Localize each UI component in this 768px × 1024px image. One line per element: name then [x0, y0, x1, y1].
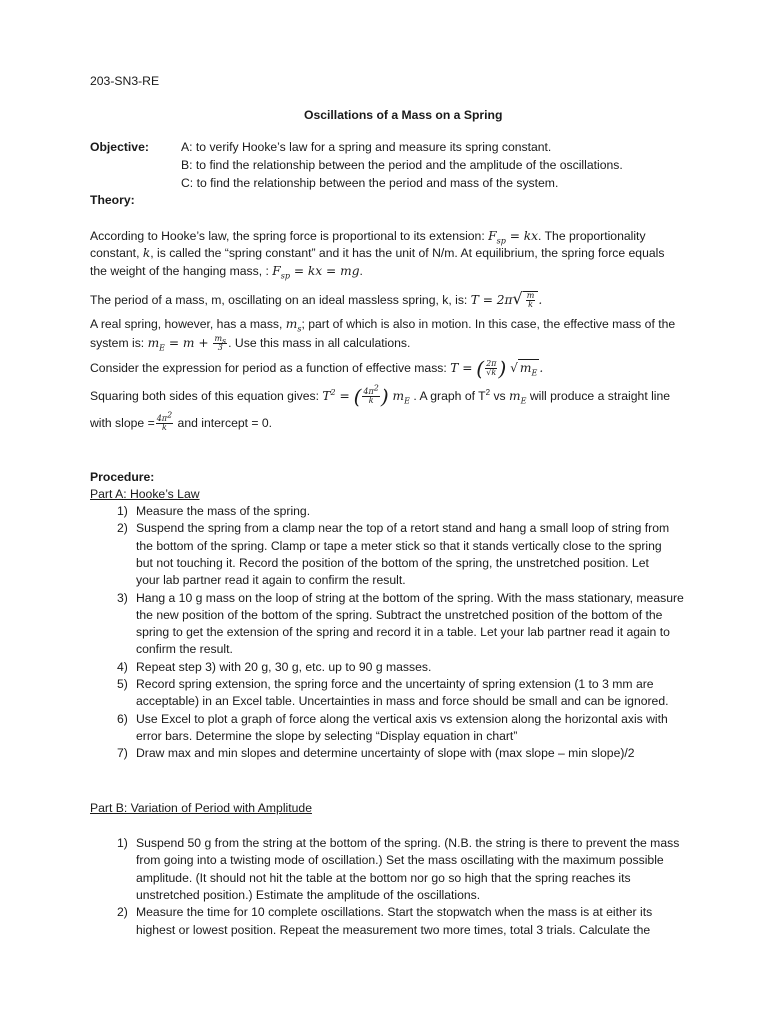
theory-text: constant,: [90, 246, 143, 260]
step-number: 6): [117, 711, 128, 726]
step-text: spring to get the extension of the spring and record it in a table. Let your lab partner read it again to: [136, 625, 670, 640]
step-text: unstretched position.) Estimate the amplitude of the oscillations.: [136, 887, 481, 902]
step-number: 2): [117, 905, 128, 920]
step-text: your lab partner read it again to confirm the result.: [136, 573, 406, 588]
step-text: the bottom of the spring. Clamp or tape a meter stick so that it stands vertically close to the spring: [136, 538, 662, 553]
step-number: 4): [117, 659, 128, 674]
slope-expression: $\frac{4\pi^2}{k}$: [156, 410, 173, 432]
objective-item-a: A: to verify Hooke’s law for a spring and measure its spring constant.: [181, 140, 552, 154]
step-text: amplitude. (It should not hit the table at the bottom nor go so high that the spring reaches its: [136, 870, 631, 885]
theory-paragraph-line: [90, 316, 675, 332]
step-text: Suspend the spring from a clamp near the top of a retort stand and hang a small loop of string from: [136, 521, 670, 536]
theory-text: with slope =: [90, 416, 155, 430]
theory-text: .: [359, 264, 363, 278]
theory-paragraph-line: [90, 356, 544, 381]
effective-mass-symbol: $m_E$: [509, 389, 527, 406]
theory-text: Squaring both sides of this equation gives:: [90, 389, 323, 403]
theory-text: . Use this mass in all calculations.: [228, 336, 411, 350]
step-text: Hang a 10 g mass on the loop of string at the bottom of the spring. With the mass stationary, measure: [136, 590, 684, 605]
theory-paragraph-line: [90, 410, 273, 432]
step-number: 2): [117, 521, 128, 536]
step-text: error bars. Determine the slope by selecting “Display equation in chart”: [136, 728, 518, 743]
theory-text: system is:: [90, 336, 148, 350]
theory-paragraph-line: [90, 291, 542, 309]
step-text: Measure the time for 10 complete oscillations. Start the stopwatch when the mass is at either its: [136, 905, 653, 920]
period-squared-equation: $T^2$ = ( $\frac{4\pi^2}{k}$ ) $m_E$: [322, 383, 410, 409]
theory-text: will produce a straight line: [526, 389, 671, 403]
step-number: 1): [117, 504, 128, 518]
theory-text: A real spring, however, has a mass,: [90, 317, 286, 331]
step-text: confirm the result.: [136, 642, 233, 657]
theory-text: . A graph of T: [409, 389, 486, 403]
step-number: 1): [117, 836, 128, 850]
step-text: Use Excel to plot a graph of force along the vertical axis vs extension along the horizontal axis with: [136, 711, 668, 726]
effective-mass-equation: $m_E = m$ + $\frac{m_s}{3}$: [147, 334, 227, 353]
theory-paragraph-line: [90, 263, 363, 279]
objective-label: Objective:: [90, 140, 149, 154]
course-code: 203-SN3-RE: [90, 74, 160, 88]
theory-text: ; part of which is also in motion. In this case, the effective mass of the: [301, 317, 676, 331]
period-equation: T = 2π√ $\frac{m}{k}$ .: [470, 289, 543, 309]
hookes-law-equation: $F_{sp}$ = kx: [488, 229, 539, 246]
theory-heading: Theory:: [90, 193, 135, 207]
theory-text: Consider the expression for period as a function of effective mass:: [90, 361, 451, 375]
step-text: Suspend 50 g from the string at the bottom of the spring. (N.B. the string is there to prevent the mass: [136, 836, 680, 850]
theory-text: The period of a mass, m, oscillating on an ideal massless spring, k, is:: [90, 293, 471, 307]
objective-item-b: B: to find the relationship between the period and the amplitude of the oscillations.: [181, 158, 623, 172]
theory-text: , is called the “spring constant” and it has the unit of N/m. At equilibrium, the spring force equals: [150, 246, 665, 260]
step-text: Record spring extension, the spring force and the uncertainty of spring extension (1 to 3 mm are: [136, 677, 654, 691]
period-effective-mass-equation: T = ( $\frac{2\pi}{√k}$ ) √ $m_E$ .: [450, 356, 544, 381]
part-a-title: Part A: Hooke’s Law: [90, 487, 200, 501]
step-text: Measure the mass of the spring.: [136, 504, 311, 518]
theory-paragraph-line: [90, 335, 410, 352]
theory-text: vs: [490, 389, 510, 403]
objective-item-c: C: to find the relationship between the period and mass of the system.: [181, 176, 559, 190]
theory-text: the weight of the hanging mass, :: [90, 264, 273, 278]
step-number: 7): [117, 746, 128, 761]
theory-text: and intercept = 0.: [174, 416, 273, 430]
spring-mass-symbol: $m_s$: [285, 317, 302, 334]
step-number: 5): [117, 677, 128, 691]
theory-paragraph-line: [90, 245, 664, 261]
step-text: from going into a twisting mode of oscillation.) Set the mass oscillating with the maximum possible: [136, 853, 664, 868]
step-text: the new position of the bottom of the spring. Subtract the unstretched position of the bottom of the: [136, 607, 663, 622]
part-b-title: Part B: Variation of Period with Amplitude: [90, 801, 312, 815]
step-text: highest or lowest position. Repeat the measurement two more times, total 3 trials. Calculate the: [136, 922, 651, 937]
step-number: 3): [117, 590, 128, 605]
theory-text: According to Hooke’s law, the spring force is proportional to its extension:: [90, 229, 489, 243]
theory-paragraph-line: Squaring both sides of this equation gives: $T^2$ = ( $\frac{4\pi^2}{k}$ ) $m_E$ . A graph of $T^2$ vs $m_E$ will produce a straight line: [90, 383, 671, 409]
document-title: Oscillations of a Mass on a Spring: [304, 108, 503, 122]
equilibrium-equation: $F_{sp}$ = kx = mg: [272, 264, 360, 281]
step-text: acceptable) in an Excel table. Uncertainties in mass and force should be small and can be ignored.: [136, 694, 669, 709]
step-text: Draw max and min slopes and determine uncertainty of slope with (max slope – min slope)/2: [136, 746, 635, 761]
theory-text: . The proportionality: [538, 229, 646, 243]
step-text: but not touching it. Record the position of the bottom of the spring, the unstretched position. Let: [136, 555, 649, 570]
procedure-heading: Procedure:: [90, 470, 155, 484]
step-text: Repeat step 3) with 20 g, 30 g, etc. up to 90 g masses.: [136, 659, 432, 674]
theory-paragraph-line: [90, 228, 646, 244]
spring-constant-symbol: k: [142, 246, 151, 260]
